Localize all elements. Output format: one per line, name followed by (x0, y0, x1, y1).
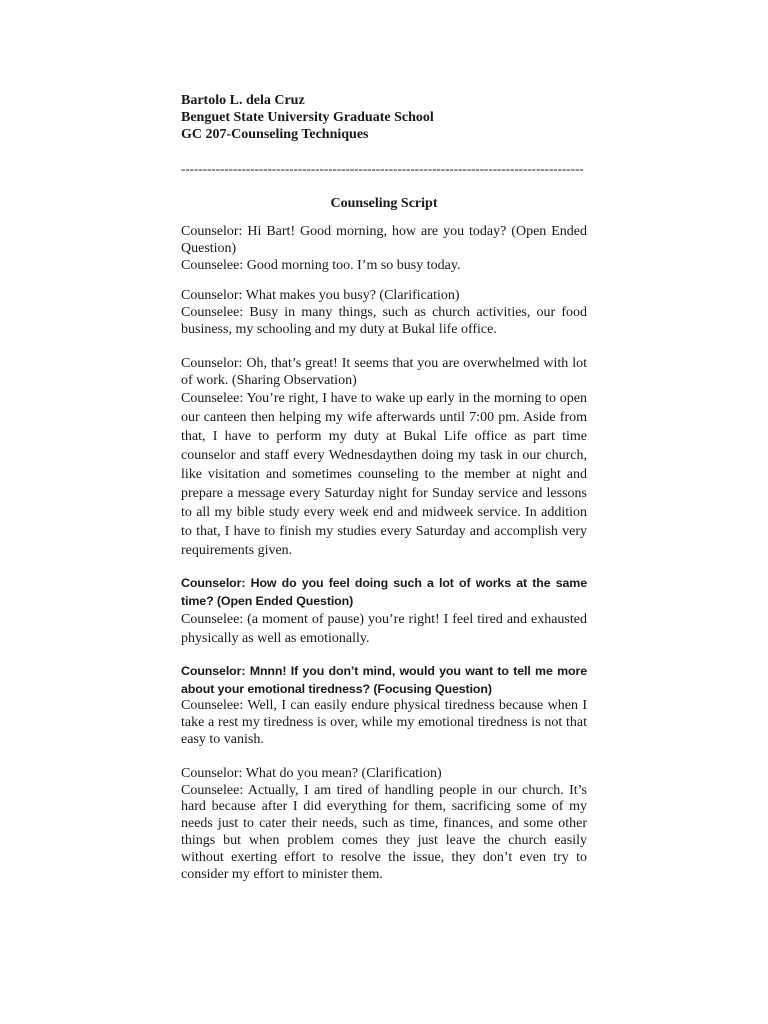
counselor-line: Counselor: What makes you busy? (Clarification) (181, 288, 460, 304)
course-name: GC 207-Counseling Techniques (181, 127, 369, 142)
counselee-line: Counselee: You’re right, I have to wake up early in the morning to open our canteen then helping my wife afterwards until 7:00 pm. Aside from that, I have to perform my duty at Bukal Life office as part time counselor and staff every Wednesdaythen doing my task in our church, like visitation and sometimes counseling to the member at night and prepare a message every Saturday night for Sunday service and lessons to all my bible study every week end and midweek service. In addition to that, I have to finish my studies every Saturday and accomplish very requirements given. (181, 391, 587, 559)
exchange-4 (181, 574, 587, 648)
document-page (181, 92, 587, 897)
counselor-line: Counselor: Oh, that’s great! It seems that you are overwhelmed with lot of work. (Sharing Observation) (181, 355, 587, 388)
counselee-line: Counselee: Busy in many things, such as church activities, our food business, my schooling and my duty at Bukal life office. (181, 305, 587, 337)
school-name: Benguet State University Graduate School (181, 110, 434, 125)
counselee-line: Counselee: Actually, I am tired of handling people in our church. It’s hard because after I did everything for them, sacrificing some of my needs just to cater their needs, such as time, finances, and some other things but when problem comes they just leave the church easily without exerting effort to resolve the issue, they don’t even try to consider my effort to minister them. (181, 782, 587, 882)
counselee-line: Counselee: Good morning too. I’m so busy today. (181, 257, 461, 273)
exchange-1 (181, 224, 587, 274)
counselor-line: Counselor: What do you mean? (Clarification) (181, 765, 442, 781)
exchange-3 (181, 356, 587, 561)
author-name: Bartolo L. dela Cruz (181, 93, 305, 108)
counselee-line: Counselee: (a moment of pause) you’re right! I feel tired and exhausted physically as well as emotionally. (181, 612, 587, 647)
counselee-line: Counselee: Well, I can easily endure physical tiredness because when I take a rest my tiredness is over, while my emotional tiredness is not that easy to vanish. (181, 698, 587, 747)
counselor-line: Counselor: Mnnn! If you don’t mind, would you want to tell me more about your emotional tiredness? (Focusing Question) (181, 664, 587, 697)
exchange-5 (181, 662, 587, 748)
counselor-line: Counselor: Hi Bart! Good morning, how are you today? (Open Ended Question) (181, 224, 587, 256)
exchange-6 (181, 766, 587, 884)
counselor-line: Counselor: How do you feel doing such a lot of works at the same time? (Open Ended Question) (181, 576, 587, 609)
exchange-2 (181, 288, 587, 338)
separator-line: --------------------------------------------------------------------------------------------- (181, 161, 584, 176)
page-title: Counseling Script (330, 196, 438, 211)
